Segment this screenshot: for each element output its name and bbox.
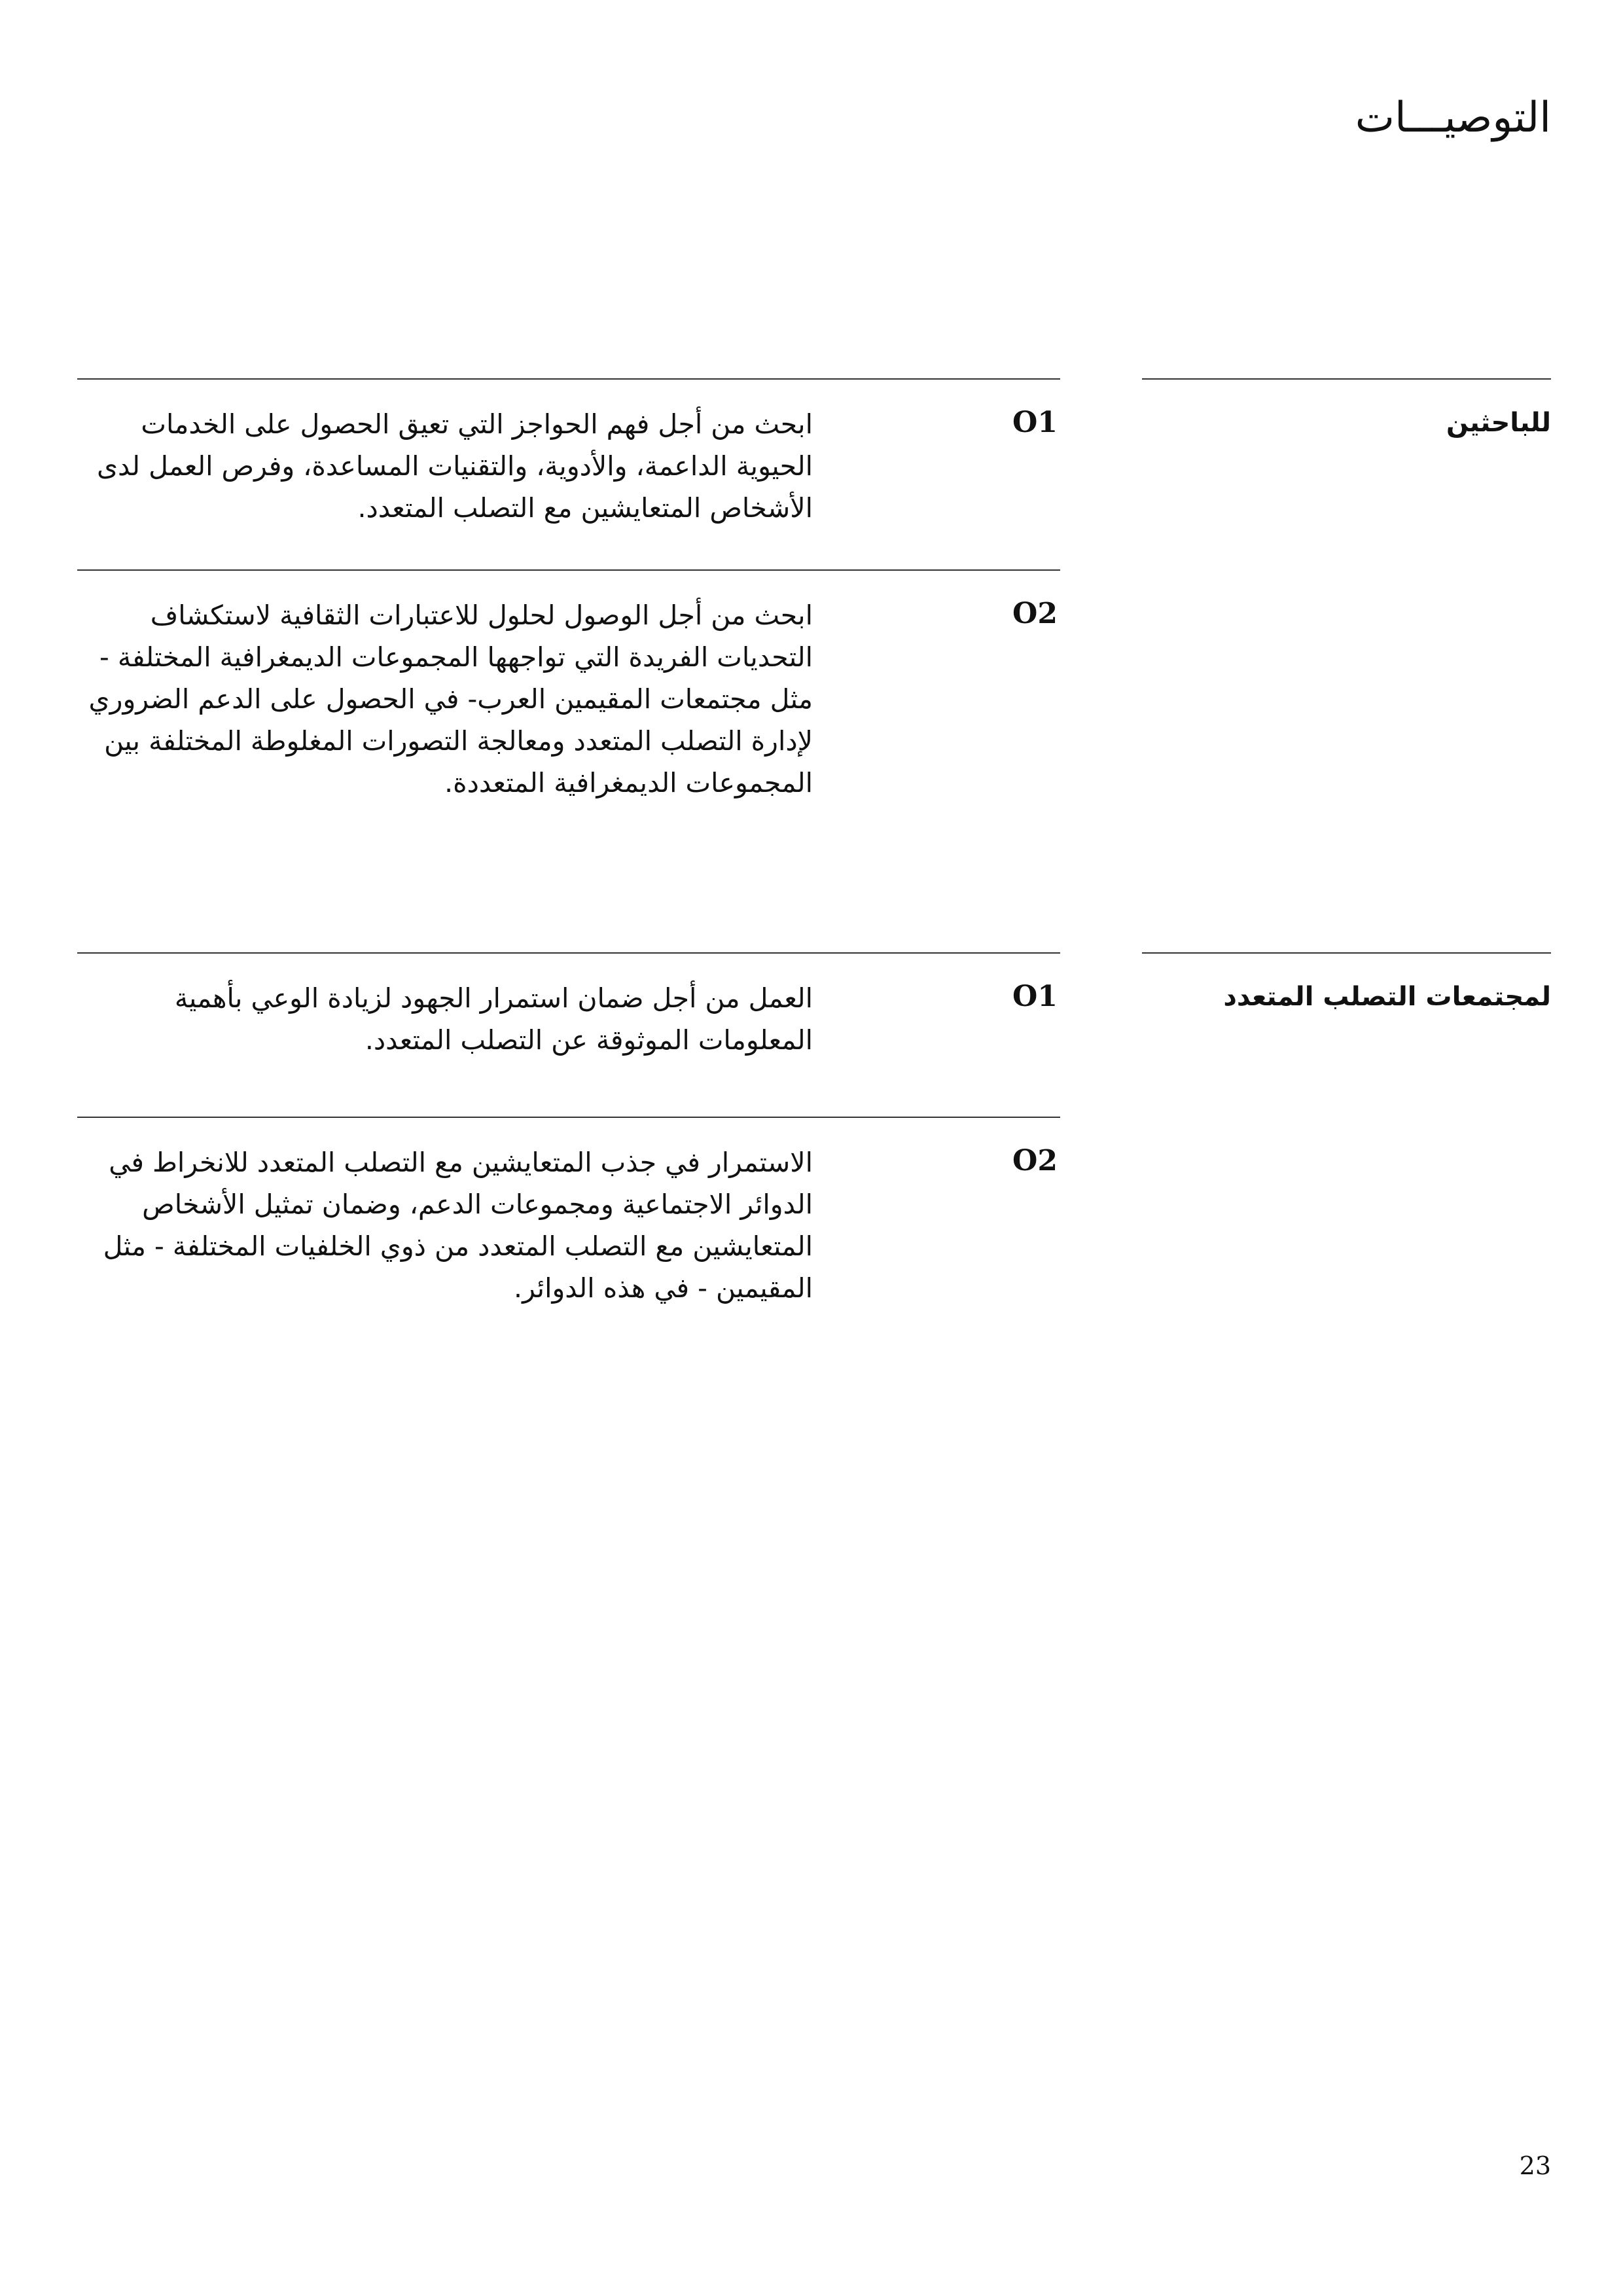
recommendation-text: العمل من أجل ضمان استمرار الجهود لزيادة الوعي بأهمية المعلومات الموثوقة عن التصلب المتعدد. xyxy=(174,982,813,1056)
recommendation-code: O1 xyxy=(1012,406,1058,439)
recommendation-text: ابحث من أجل الوصول لحلول للاعتبارات الثقافية لاستكشاف التحديات الفريدة التي تواجهها المجموعات الديمغرافية المختلفة - مثل مجتمعات المقيمين العرب- في الحصول على الدعم الضروري لإدارة التصلب المتعدد ومعالجة التصورات المغلوطة المختلفة بين المجموعات الديمغرافية المتعددة. xyxy=(88,600,813,798)
page-number: 23 xyxy=(1519,2151,1551,2180)
recommendation-divider xyxy=(77,378,1060,380)
recommendation-code: O2 xyxy=(1012,597,1058,630)
recommendation-text: ابحث من أجل فهم الحواجز التي تعيق الحصول على الخدمات الحيوية الداعمة، والأدوية، والتقنيات المساعدة، وفرص العمل لدى الأشخاص المتعايشين مع التصلب المتعدد. xyxy=(96,408,813,524)
page-title: التوصيـــات xyxy=(1355,94,1551,142)
section-divider xyxy=(1142,952,1551,954)
recommendation-divider xyxy=(77,952,1060,954)
recommendation-text: الاستمرار في جذب المتعايشين مع التصلب المتعدد للانخراط في الدوائر الاجتماعية ومجموعات الدعم، وضمان تمثيل الأشخاص المتعايشين مع التصلب المتعدد من ذوي الخلفيات المختلفة - مثل المقيمين - في هذه الدوائر. xyxy=(103,1147,813,1304)
recommendation-divider xyxy=(77,569,1060,571)
recommendation-code: O2 xyxy=(1012,1144,1058,1177)
section-heading: لمجتمعات التصلب المتعدد xyxy=(1223,982,1551,1012)
recommendation-code: O1 xyxy=(1012,980,1058,1013)
recommendation-divider xyxy=(77,1117,1060,1118)
section-divider xyxy=(1142,378,1551,380)
section-heading: للباحثين xyxy=(1446,408,1551,438)
